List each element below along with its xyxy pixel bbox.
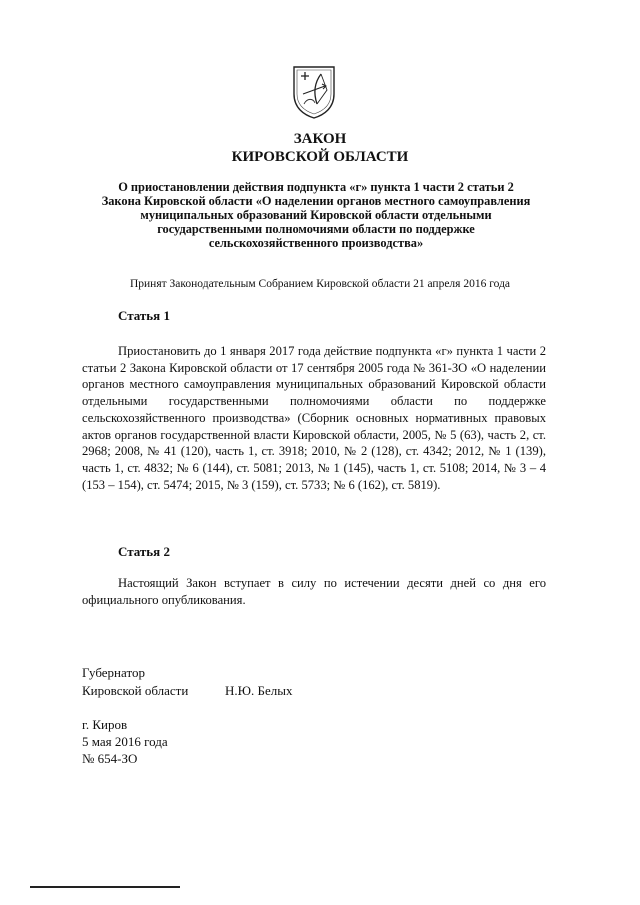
- law-region: КИРОВСКОЙ ОБЛАСТИ: [231, 149, 409, 165]
- signer-position: Губернатор: [82, 665, 145, 680]
- signing-date: 5 мая 2016 года: [82, 734, 168, 749]
- adoption-note: Принят Законодательным Собранием Кировской области 21 апреля 2016 года: [129, 278, 511, 290]
- article-2-text: Настоящий Закон вступает в силу по истечении десяти дней со дня его официального опубликования.: [82, 576, 546, 607]
- article-1-heading: Статья 1: [118, 308, 170, 323]
- law-number: № 654-ЗО: [82, 751, 138, 766]
- signer-region: Кировской области: [82, 683, 189, 698]
- signing-city: г. Киров: [82, 717, 128, 732]
- coat-of-arms-emblem: [291, 64, 337, 120]
- article-2-heading: Статья 2: [118, 544, 170, 559]
- law-title: ЗАКОН: [293, 131, 347, 147]
- law-subject: О приостановлении действия подпункта «г» пункта 1 части 2 статьи 2 Закона Кировской области «О наделении органов местного самоуправления муниципальных образований Кировской области отдельными государственными полномочиями области по поддержке сельскохозяйственного производства»: [101, 180, 531, 250]
- signer-name: Н.Ю. Белых: [225, 683, 293, 698]
- footer-divider: [30, 886, 180, 888]
- article-1-text: Приостановить до 1 января 2017 года действие подпункта «г» пункта 1 части 2 статьи 2 Закона Кировской области от 17 сентября 2005 года № 361-ЗО «О наделении органов местного самоуправления муниципальных образований Кировской области отдельными государственными полномочиями области по поддержке сельскохозяйственного производства» (Сборник основных нормативных правовых актов органов государственной власти Кировской области, 2005, № 5 (63), часть 2, ст. 2968; 2008, № 41 (120), часть 1, ст. 3918; 2010, № 2 (128), ст. 4342; 2012, № 1 (139), часть 1, ст. 4832; № 6 (144), ст. 5081; 2013, № 1 (145), часть 1, ст. 5108; 2014, № 3 – 4 (153 – 154), ст. 5474; 2015, № 3 (159), ст. 5733; № 6 (162), ст. 5819).: [82, 344, 546, 492]
